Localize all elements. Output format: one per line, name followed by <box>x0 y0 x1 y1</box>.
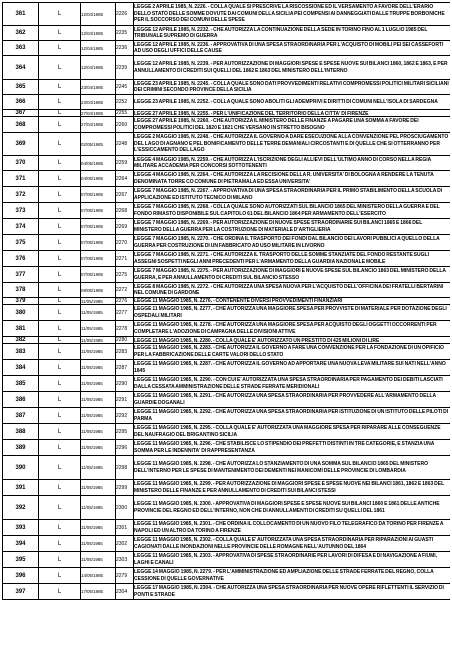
law-description <box>134 95 451 110</box>
row-number: 376 <box>3 251 39 267</box>
law-description-text: LEGGE 12 APRILE 1985, N. 2239. - PER AUTORIZZAZIONE DI MAGGIORI SPESE E SPESE NUOVE SUI BILANCI 1860, 1862 E 1863, E PER ANNULLAMENTO DI CREDITI SUI QUELLI DEL 1862 E 1863 DEL MINISTERO DELL'INTERNO <box>134 61 448 74</box>
law-description <box>134 321 451 337</box>
law-date: 11/05/1985 <box>81 520 116 536</box>
law-description-text: LEGGE 12 APRILE 1985, N. 2232. - CHE AUTORIZZA LA CONTINUAZIONE DELLA SEDE IN TORINO FINO AL 1 LUGLIO 1985 DEL TRIBUNALE SUPREMO DI GUERRA <box>134 26 428 39</box>
series-code: L <box>39 536 81 552</box>
law-number: 2245 <box>116 80 134 95</box>
table-row <box>3 187 451 203</box>
law-date: 04/05/1985 <box>81 171 116 187</box>
series-code: L <box>39 376 81 392</box>
row-number: 379 <box>3 298 39 305</box>
law-number: 2252 <box>116 95 134 110</box>
law-date: 11/05/1985 <box>81 344 116 360</box>
series-code: L <box>39 424 81 440</box>
law-date: 11/05/1985 <box>81 392 116 408</box>
law-description <box>134 456 451 480</box>
law-number: 2304 <box>116 584 134 600</box>
row-number: 380 <box>3 305 39 321</box>
table-row <box>3 133 451 156</box>
row-number: 375 <box>3 235 39 251</box>
row-number: 393 <box>3 520 39 536</box>
row-number: 377 <box>3 267 39 283</box>
law-description <box>134 360 451 376</box>
law-description <box>134 440 451 456</box>
law-number: 2226 <box>116 3 134 26</box>
series-code: L <box>39 110 81 117</box>
table-row <box>3 117 451 133</box>
table-row <box>3 344 451 360</box>
law-number: 2270 <box>116 235 134 251</box>
series-code: L <box>39 26 81 41</box>
law-description-text: LEGGE 11 MAGGIO 1985, N. 2295. - COLLA QUALE E' AUTORIZZATA UNA MAGGIORE SPESA PER RIPARARE ALLE CONSEGUENZE DEL NAUFRAGIO DEL BRIGANTINO SICILIA <box>134 425 441 438</box>
law-number: 2235 <box>116 26 134 41</box>
law-description <box>134 568 451 584</box>
law-number: 2279 <box>116 568 134 584</box>
series-code: L <box>39 360 81 376</box>
series-code: L <box>39 171 81 187</box>
table-row <box>3 520 451 536</box>
law-number: 2277 <box>116 305 134 321</box>
series-code: L <box>39 568 81 584</box>
law-description-text: LEGGE 7 MAGGIO 1985, N. 2268. - COLLA QUALE SONO AUTORIZZATI SUL BILANCIO 1865 DEL MINISTERO DELLA GUERRA E DEL FONDO RIMASTO DISPONIBILE SUL CAPITOLO 61 DEL BILANCIO 1864 PER ARMAMENTO DELL'ESERCITO <box>134 204 440 217</box>
law-date: 11/05/1985 <box>81 424 116 440</box>
series-code: L <box>39 408 81 424</box>
law-description-text: LEGGE 27 APRILE 1985, N. 2255. - PER L'UNIFICAZIONE DEL TERRITORIO DELLA CITTA' DI FIRENZE <box>134 110 369 116</box>
law-date: 12/04/1985 <box>81 3 116 26</box>
row-number: 364 <box>3 56 39 80</box>
row-number: 387 <box>3 408 39 424</box>
law-description-text: LEGGE 11 MAGGIO 1985, N. 2287. - CHE AUTORIZZA IL GOVERNO AD APPORTARE UNA NUOVA LEVA MILITARE SUI NATI NELL'ANNO 1845 <box>134 361 446 374</box>
law-number: 2276 <box>116 298 134 305</box>
series-code: L <box>39 344 81 360</box>
row-number: 397 <box>3 584 39 600</box>
law-number: 2292 <box>116 408 134 424</box>
law-number: 2301 <box>116 520 134 536</box>
row-number: 363 <box>3 41 39 56</box>
law-description <box>134 203 451 219</box>
law-number: 2303 <box>116 552 134 568</box>
table-row <box>3 95 451 110</box>
series-code: L <box>39 3 81 26</box>
law-description <box>134 298 451 305</box>
law-number: 2287 <box>116 360 134 376</box>
law-number: 2283 <box>116 344 134 360</box>
table-row <box>3 156 451 171</box>
law-description-text: LEGGE 11 MAGGIO 1985, N. 2303. - APPROVATIVA DI SPESE STRAORDINARIE PER LAVORI DI DIFESA E DI NAVIGAZIONE A FIUMI, LAGHI E CANALI <box>134 553 438 566</box>
law-description <box>134 536 451 552</box>
series-code: L <box>39 203 81 219</box>
law-number: 2300 <box>116 496 134 520</box>
law-description <box>134 156 451 171</box>
law-description-text: LEGGE 11 MAGGIO 1985, N. 2276. - CONTENENTE DIVERSI PROVVEDIMENTI FINANZIARI <box>134 298 343 304</box>
table-row <box>3 440 451 456</box>
law-number: 2239 <box>116 56 134 80</box>
law-description <box>134 267 451 283</box>
series-code: L <box>39 219 81 235</box>
table-row <box>3 110 451 117</box>
law-description <box>134 235 451 251</box>
law-date: 07/05/1985 <box>81 203 116 219</box>
table-row <box>3 337 451 344</box>
series-code: L <box>39 95 81 110</box>
law-description-text: LEGGE 11 MAGGIO 1985, N. 2277. - CHE AUTORIZZA UNA MAGGIORE SPESA PER PROVVISTE DI MATERIALE PER DOTAZIONE DEGLI OSPEDALI MILITARI <box>134 306 447 319</box>
law-description <box>134 337 451 344</box>
row-number: 371 <box>3 171 39 187</box>
table-row <box>3 235 451 251</box>
row-number: 383 <box>3 344 39 360</box>
row-number: 388 <box>3 424 39 440</box>
law-date: 23/04/1985 <box>81 95 116 110</box>
law-description <box>134 424 451 440</box>
law-description-text: LEGGE 11 MAGGIO 1985, N. 2278. - CHE AUTORIZZA UNA MAGGIORE SPESA PER ACQUISTO DEGLI OGGETTI OCCORRENTI PER COMPLETARE L'ADOZIONE DI CAMPAGNA DELLE DIVISIONI ATTIVE <box>134 322 437 335</box>
law-description <box>134 392 451 408</box>
law-description-text: LEGGE 7 MAGGIO 1985, N. 2271. - CHE AUTORIZZA IL TRASPORTO DELLE SOMME STANZIATE DEL FONDO RESTANTE SUGLI ASSEGNI SOSPETTI NEGLI ANNI PRECEDENTI PER L'ARMAMENTO DELLA GUARDIA NAZIONALE MOBILE <box>134 252 429 265</box>
row-number: 367 <box>3 110 39 117</box>
series-code: L <box>39 440 81 456</box>
law-date: 14/05/1985 <box>81 568 116 584</box>
row-number: 374 <box>3 219 39 235</box>
table-row <box>3 360 451 376</box>
series-code: L <box>39 456 81 480</box>
law-number: 2295 <box>116 424 134 440</box>
law-description-text: LEGGE 4 MAGGIO 1985, N. 2264. - CHE AUTORIZZA LA RECISIONE DELLA R. UNIVERSITA' DI BOLOGNA A RENDERE LA TENUTA DENOMINATA TORRE CO COMUNE DI PIETRAMALA ED ESSA UNIVERSITA' <box>134 172 434 185</box>
law-date: 11/05/1985 <box>81 337 116 344</box>
law-description-text: LEGGE 7 MAGGIO 1985, N. 2275. - PER AUTORIZZAZIONE DI MAGGIORI E NUOVE SPESE SUL BILANCIO 1863 DEL MINISTERO DELLA GUERRA, E PER ANNULLAMENTO DI CREDITI SUL BILANCIO STESSO <box>134 268 446 281</box>
law-description-text: LEGGE 23 APRILE 1985, N. 2245. - COLLA QUALE SONO DATI PROVVEDIMENTI RELATIVI COMPROMESSI POLITICI MILITARI SICILIANI DEI CRIMINI SECONDO PROVINCE DELLA SICILIA <box>134 80 449 93</box>
law-number: 2269 <box>116 219 134 235</box>
law-description <box>134 496 451 520</box>
law-date: 27/04/1985 <box>81 110 116 117</box>
law-description-text: LEGGE 7 MAGGIO 1985, N. 2267. - APPROVATIVA DI UNA SPESA STRAORDINARIA PER IL PRIMO STABILIMENTO DELLA SCUOLA DI APPLICAZIONE ED ISTITUTO TECNICO DI MILANO <box>134 188 443 201</box>
row-number: 381 <box>3 321 39 337</box>
table-row <box>3 552 451 568</box>
law-date: 11/05/1985 <box>81 321 116 337</box>
law-date: 08/05/1985 <box>81 283 116 298</box>
series-code: L <box>39 251 81 267</box>
table-row <box>3 171 451 187</box>
law-description <box>134 3 451 26</box>
law-description-text: LEGGE 11 MAGGIO 1985, N. 2290. - CON CUI E' AUTORIZZATA UNA SPESA STRAORDINARIA PER PAGAMENTO DEI DEBITI LASCIATI DALLA CESSATA AMMINISTRAZIONE DELLE STRADE FERRATE MERIDIONALI <box>134 377 443 390</box>
law-description-text: LEGGE 11 MAGGIO 1985, N. 2283. - CHE AUTORIZZA IL GOVERNO A FARE UNA CONVENZIONE PER LA FONDAZIONE DI UN OPIFICIO PER LA FABBRICAZIONE DELLE CARTE VALORI DELLO STATO <box>134 345 444 358</box>
law-description <box>134 552 451 568</box>
table-row <box>3 283 451 298</box>
law-description <box>134 117 451 133</box>
law-date: 04/05/1985 <box>81 156 116 171</box>
series-code: L <box>39 584 81 600</box>
law-date: 11/05/1985 <box>81 298 116 305</box>
table-row <box>3 203 451 219</box>
law-date: 07/05/1985 <box>81 235 116 251</box>
law-number: 2268 <box>116 203 134 219</box>
law-number: 2298 <box>116 456 134 480</box>
law-description <box>134 480 451 496</box>
law-description <box>134 251 451 267</box>
row-number: 392 <box>3 496 39 520</box>
table-row <box>3 480 451 496</box>
series-code: L <box>39 480 81 496</box>
table-row <box>3 392 451 408</box>
law-number: 2255 <box>116 110 134 117</box>
row-number: 394 <box>3 536 39 552</box>
series-code: L <box>39 392 81 408</box>
row-number: 368 <box>3 117 39 133</box>
laws-register-table <box>2 2 450 600</box>
law-number: 2260 <box>116 117 134 133</box>
table-row <box>3 267 451 283</box>
law-description-text: LEGGE 7 MAGGIO 1985, N. 2270. - CHE ORDINA IL TRASPORTO DEI FONDI DAL BILANCIO DEI LAVORI PUBBLICI A QUELLO DELLA GUERRA PER COSTRUZIONE DI UN FABBRICATO AD USO MILITARE IN LIVORNO <box>134 236 440 249</box>
law-description <box>134 305 451 321</box>
table-row <box>3 41 451 56</box>
series-code: L <box>39 552 81 568</box>
law-number: 2271 <box>116 251 134 267</box>
law-description <box>134 283 451 298</box>
law-date: 02/05/1985 <box>81 133 116 156</box>
row-number: 372 <box>3 187 39 203</box>
series-code: L <box>39 337 81 344</box>
table-row <box>3 424 451 440</box>
table-row <box>3 456 451 480</box>
law-description-text: LEGGE 11 MAGGIO 1985, N. 2296. - CHE STABILISCE LO STIPENDIO DEI PREFETTI DISTINTI IN TRE CATEGORIE, E STANZIA UNA SOMMA PER LE INDENNITA' DI RAPPRESENTANZA <box>134 441 435 454</box>
table-row <box>3 305 451 321</box>
law-date: 11/05/1985 <box>81 408 116 424</box>
law-date: 27/04/1985 <box>81 117 116 133</box>
law-description <box>134 376 451 392</box>
law-number: 2236 <box>116 41 134 56</box>
series-code: L <box>39 41 81 56</box>
law-date: 07/05/1985 <box>81 219 116 235</box>
row-number: 378 <box>3 283 39 298</box>
table-row <box>3 80 451 95</box>
row-number: 370 <box>3 156 39 171</box>
table-row <box>3 298 451 305</box>
series-code: L <box>39 267 81 283</box>
law-date: 07/05/1985 <box>81 187 116 203</box>
series-code: L <box>39 496 81 520</box>
table-row <box>3 408 451 424</box>
law-description <box>134 219 451 235</box>
row-number: 365 <box>3 80 39 95</box>
law-number: 2302 <box>116 536 134 552</box>
law-date: 12/04/1985 <box>81 41 116 56</box>
law-number: 2275 <box>116 267 134 283</box>
law-number: 2259 <box>116 156 134 171</box>
law-description <box>134 408 451 424</box>
law-date: 11/05/1985 <box>81 496 116 520</box>
law-description-text: LEGGE 23 APRILE 1985, N. 2252. - COLLA QUALE SONO ABOLITI GLI ADEMPRIVI E DIRITTI DI COMUNI NELL'ISOLA DI SARDEGNA <box>134 98 438 105</box>
law-number: 2299 <box>116 480 134 496</box>
series-code: L <box>39 133 81 156</box>
law-description-text: LEGGE 11 MAGGIO 1985, N. 2300. - APPROVATIVA DI MAGGIORI SPESE E SPESE NUOVE SUI BILANCI 1860 E 1861 DELLE ANTICHE PROVINCIE DEL REGNO ED DELL'INTERNO, NON CHE DI ANNULLAMENTI DI CREDITI SU QUELLI DEL 1861 <box>134 501 440 514</box>
document-page <box>2 2 450 650</box>
law-description <box>134 41 451 56</box>
law-description <box>134 133 451 156</box>
law-date: 11/05/1985 <box>81 360 116 376</box>
law-number: 2248 <box>116 133 134 156</box>
series-code: L <box>39 283 81 298</box>
series-code: L <box>39 298 81 305</box>
law-description <box>134 171 451 187</box>
series-code: L <box>39 235 81 251</box>
series-code: L <box>39 520 81 536</box>
table-row <box>3 56 451 80</box>
row-number: 396 <box>3 568 39 584</box>
law-description-text: LEGGE 11 MAGGIO 1985, N. 2298. - CHE AUTORIZZA LO STANZIAMENTO DI UNA SOMMA SUL BILANCIO 1865 DEL MINISTERO DELL'INTERNO PER LE SPESE DI MANTENIMENTO DEI DEMENTI NEI MANICOMI DELLE PROVINCIE DI LOMBARDIA <box>134 461 429 474</box>
row-number: 384 <box>3 360 39 376</box>
law-description-text: LEGGE 2 MAGGIO 1985, N. 2248. - CHE AUTORIZZA IL GOVERNO A DARE ESECUZIONE ALLA CONVENZIONE PEL PROSCIUGAMENTO DEL LAGO DI AGNANO E PEL BONIFICAMENTO DELLE TERRE DEMANIALI CIRCOSTANTI E DI QUELLE CHE SI OTTERRANNO PER L'ESSICCAMENTO DEL LAGO <box>134 134 449 154</box>
law-number: 2272 <box>116 283 134 298</box>
law-date: 11/05/1985 <box>81 305 116 321</box>
law-description-text: LEGGE 11 MAGGIO 1985, N. 2301. - CHE ORDINA IL COLLOCAMENTO DI UN NUOVO FILO TELEGRAFICO DA TORINO PER FIRENZE A NAPOLI ED UN ALTRO DA TORINO A FIRENZE <box>134 521 444 534</box>
law-description-text: LEGGE 11 MAGGIO 1985, N. 2291. - CHE AUTORIZZA UNA SPESA STRAORDINARIA PER PROVVEDERE ALL'ARMAMENTO DELLA GUARDIE DOGANALI <box>134 393 436 406</box>
row-number: 389 <box>3 440 39 456</box>
law-date: 11/05/1985 <box>81 456 116 480</box>
law-date: 11/05/1985 <box>81 376 116 392</box>
law-description <box>134 80 451 95</box>
law-description-text: LEGGE 8 MAGGIO 1985, N. 2272. - CHE AUTORIZZA UNA SPESA NUOVA PER L'ACQUISTO DELL'OFFICINA DEI FRATELLI BERTARINI NEL COMUNE DI GARDONE <box>134 283 444 296</box>
law-date: 11/05/1985 <box>81 480 116 496</box>
row-number: 362 <box>3 26 39 41</box>
law-description-text: LEGGE 11 MAGGIO 1985, N. 2292. - CHE AUTORIZZA UNA SPESA STRAORDINARIA PER ISTITUZIONE DI UN ISTITUTO DELLE PILOTI DI PARMA <box>134 409 449 422</box>
table-row <box>3 3 451 26</box>
row-number: 390 <box>3 456 39 480</box>
law-date: 17/05/1985 <box>81 584 116 600</box>
law-description <box>134 56 451 80</box>
law-number: 2267 <box>116 187 134 203</box>
law-date: 23/04/1985 <box>81 80 116 95</box>
law-date: 11/05/1985 <box>81 552 116 568</box>
table-row <box>3 568 451 584</box>
law-date: 11/05/1985 <box>81 440 116 456</box>
law-number: 2296 <box>116 440 134 456</box>
law-description <box>134 584 451 600</box>
row-number: 391 <box>3 480 39 496</box>
law-number: 2278 <box>116 321 134 337</box>
law-description-text: LEGGE 7 MAGGIO 1985, N. 2269. - PER AUTORIZZAZIONE DI NUOVE SPESE STRAORDINARIE SUI BILANCI 1865 E 1866 DEL MINISTERO DELLA GUERRA PER LA COSTRUZIONE DI MATERIALE D'ARTIGLIERIA <box>134 220 423 233</box>
series-code: L <box>39 321 81 337</box>
table-row <box>3 376 451 392</box>
row-number: 369 <box>3 133 39 156</box>
laws-register-body <box>3 3 451 600</box>
law-description-text: LEGGE 4 MAGGIO 1985, N. 2259. - CHE AUTORIZZA L'ISCRIZIONE DEGLI ALLIEVI DELL'ULTIMO ANNO DI CORSO NELLA REGIA MILITARE ACCADEMIA PER CONCORSI SOTTOTENENTI <box>134 156 432 169</box>
law-description-text: LEGGE 17 MAGGIO 1985, N. 2304. - CHE AUTORIZZA UNA SPESA STRAORDINARIA PER NUOVE OPERE RIFLETTENTI IL SERVIZIO DI PONTI E STRADE <box>134 585 444 598</box>
law-description-text: LEGGE 2 APRILE 1985, N. 2226. - COLLA QUALE SI PRESCRIVE LA RISCOSSIONE ED IL VERSAMENTO A FAVORE DELL'ERARIO DELLO STATO DELLE SOMME DOVUTE DAI COMUNI DELLA SICILIA PEI COMPENSI AI DANNEGGIATI DALLE TRUPPE BORBONICHE PER IL SOCCORSO DEI COMUNI DELLE SPESE <box>134 4 445 24</box>
law-date: 12/04/1985 <box>81 56 116 80</box>
law-description-text: LEGGE 11 MAGGIO 1985, N. 2280. - COLLA QUALE E' AUTORIZZATO UN PRESTITO DI 425 MILIONI DI LIRE <box>134 337 380 343</box>
series-code: L <box>39 117 81 133</box>
series-code: L <box>39 80 81 95</box>
law-date: 07/05/1985 <box>81 267 116 283</box>
row-number: 395 <box>3 552 39 568</box>
law-description <box>134 187 451 203</box>
law-date: 12/04/1985 <box>81 26 116 41</box>
row-number: 385 <box>3 376 39 392</box>
table-row <box>3 536 451 552</box>
table-row <box>3 584 451 600</box>
series-code: L <box>39 305 81 321</box>
table-row <box>3 496 451 520</box>
law-date: 11/05/1985 <box>81 536 116 552</box>
law-description-text: LEGGE 11 MAGGIO 1985, N. 2302. - COLLA QUALE E' AUTORIZZATA UNA SPESA STRAORDINARIA PER RIPARAZIONI AI GUASTI CAGIONATI DALLE INONDAZIONI NELLE PROVINCIE DELLE ROMAGNE NELL'AUTUNNO DEL 1864 <box>134 537 434 550</box>
series-code: L <box>39 56 81 80</box>
law-description-text: LEGGE 11 MAGGIO 1985, N. 2299. - PER AUTORIZZAZIONE DI MAGGIORI SPESE E SPESE NUOVE NEI BILANCI 1861, 1862 E 1863 DEL MINISTERO DELLE FINANZE E PER ANNULLAMENTO DI CREDITI SUI BILANCI STESSI <box>134 481 445 494</box>
law-number: 2290 <box>116 376 134 392</box>
law-description-text: LEGGE 12 APRILE 1985, N. 2236. - APPROVATIVA DI UNA SPESA STRAORDINARIA PER L'ACQUISTO DI MOBILI PEI SEI CASSEFORTI AD USO DEGLI UFFICI DELLE CAUSE <box>134 41 444 54</box>
row-number: 382 <box>3 337 39 344</box>
law-number: 2264 <box>116 171 134 187</box>
table-row <box>3 26 451 41</box>
series-code: L <box>39 156 81 171</box>
table-row <box>3 219 451 235</box>
law-description <box>134 26 451 41</box>
row-number: 386 <box>3 392 39 408</box>
law-number: 2291 <box>116 392 134 408</box>
series-code: L <box>39 187 81 203</box>
law-description-text: LEGGE 27 APRILE 1985, N. 2260. - CHE AUTORIZZA IL MINISTERO DELLE FINANZE A PAGARE UNA SOMMA A FAVORE DEI COMPROMESSI POLITICI DEL 1820 E 1821 CHE VERSANO IN STRETTO BISOGNO <box>134 118 419 131</box>
law-description <box>134 110 451 117</box>
table-row <box>3 321 451 337</box>
law-description-text: LEGGE 14 MAGGIO 1985, N. 2279. - PER L'AMMINISTRAZIONE ED AMPLIAZIONE DELLE STRADE FERRATE DEL REGNO, COLLA CESSIONE DI QUELLE GOVERNATIVE <box>134 569 434 582</box>
law-description <box>134 344 451 360</box>
row-number: 366 <box>3 95 39 110</box>
row-number: 361 <box>3 3 39 26</box>
law-description <box>134 520 451 536</box>
row-number: 373 <box>3 203 39 219</box>
table-row <box>3 251 451 267</box>
law-number: 2280 <box>116 337 134 344</box>
law-date: 07/05/1985 <box>81 251 116 267</box>
